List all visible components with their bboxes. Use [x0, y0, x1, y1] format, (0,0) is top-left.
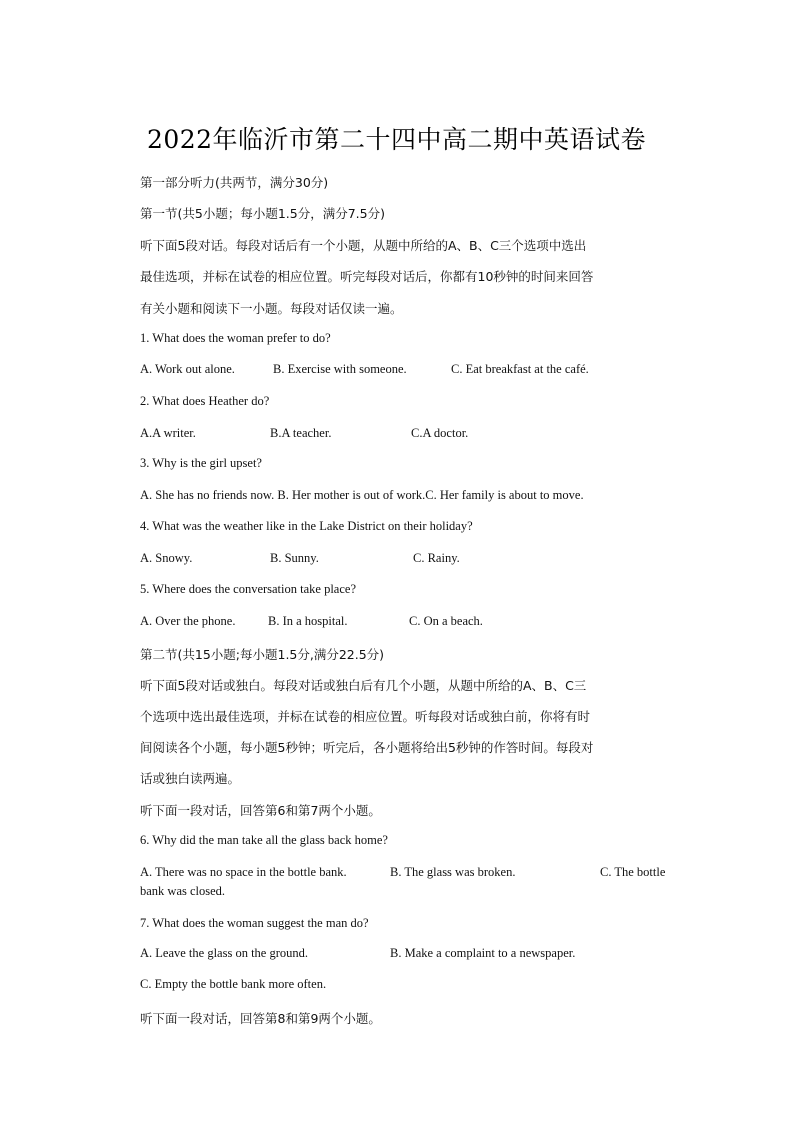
q5-option-b: B. In a hospital.: [268, 614, 348, 628]
section2-instruction-line: 个选项中选出最佳选项，并标在试卷的相应位置。听每段对话或独白前，你将有时: [140, 709, 591, 724]
question-3: 3. Why is the girl upset?: [140, 456, 262, 470]
q6-option-b: B. The glass was broken.: [390, 865, 516, 879]
q2-option-c: C.A doctor.: [411, 426, 469, 440]
section1-instruction-line: 最佳选项，并标在试卷的相应位置。听完每段对话后，你都有10秒钟的时间来回答: [140, 269, 594, 284]
q5-option-a: A. Over the phone.: [140, 614, 236, 628]
section1-heading: 第一节(共5小题；每小题1.5分，满分7.5分): [140, 206, 385, 221]
q1-option-a: A. Work out alone.: [140, 362, 235, 376]
section1-instruction-line: 有关小题和阅读下一小题。每段对话仅读一遍。: [140, 301, 403, 316]
section2-instruction-line: 话或独白读两遍。: [140, 771, 241, 786]
q4-option-a: A. Snowy.: [140, 551, 193, 565]
q6-option-c-continued: bank was closed.: [140, 884, 226, 898]
part1-heading: 第一部分听力(共两节，满分30分): [140, 175, 329, 190]
q2-option-a: A.A writer.: [140, 426, 196, 440]
question-2: 2. What does Heather do?: [140, 394, 270, 408]
dialogue-6-intro: 听下面一段对话，回答第6和第7两个小题。: [140, 803, 381, 818]
q2-option-b: B.A teacher.: [270, 426, 332, 440]
question-6: 6. Why did the man take all the glass back home?: [140, 833, 388, 847]
question-5: 5. Where does the conversation take place?: [140, 582, 356, 596]
q4-option-b: B. Sunny.: [270, 551, 319, 565]
question-7: 7. What does the woman suggest the man do?: [140, 916, 369, 930]
q7-option-c: C. Empty the bottle bank more often.: [140, 977, 327, 991]
section2-instruction-line: 听下面5段对话或独白。每段对话或独白后有几个小题，从题中所给的A、B、C三: [140, 678, 587, 693]
q7-option-b: B. Make a complaint to a newspaper.: [390, 946, 576, 960]
dialogue-8-intro: 听下面一段对话，回答第8和第9两个小题。: [140, 1011, 381, 1026]
question-1: 1. What does the woman prefer to do?: [140, 331, 331, 345]
section1-instruction-line: 听下面5段对话。每段对话后有一个小题，从题中所给的A、B、C三个选项中选出: [140, 238, 587, 253]
question-4: 4. What was the weather like in the Lake District on their holiday?: [140, 519, 473, 533]
q5-option-c: C. On a beach.: [409, 614, 483, 628]
q6-option-a: A. There was no space in the bottle bank.: [140, 865, 347, 879]
q4-option-c: C. Rainy.: [413, 551, 460, 565]
q7-option-a: A. Leave the glass on the ground.: [140, 946, 309, 960]
exam-title: 2022年临沂市第二十四中高二期中英语试卷: [146, 125, 647, 154]
section2-heading: 第二节(共15小题;每小题1.5分,满分22.5分): [140, 647, 385, 662]
q6-option-c: C. The bottle: [600, 865, 666, 879]
section2-instruction-line: 间阅读各个小题，每小题5秒钟；听完后，各小题将给出5秒钟的作答时间。每段对: [140, 740, 594, 755]
q1-option-c: C. Eat breakfast at the café.: [451, 362, 589, 376]
q3-options: A. She has no friends now. B. Her mother is out of work.C. Her family is about to move.: [140, 488, 584, 502]
q1-option-b: B. Exercise with someone.: [273, 362, 407, 376]
